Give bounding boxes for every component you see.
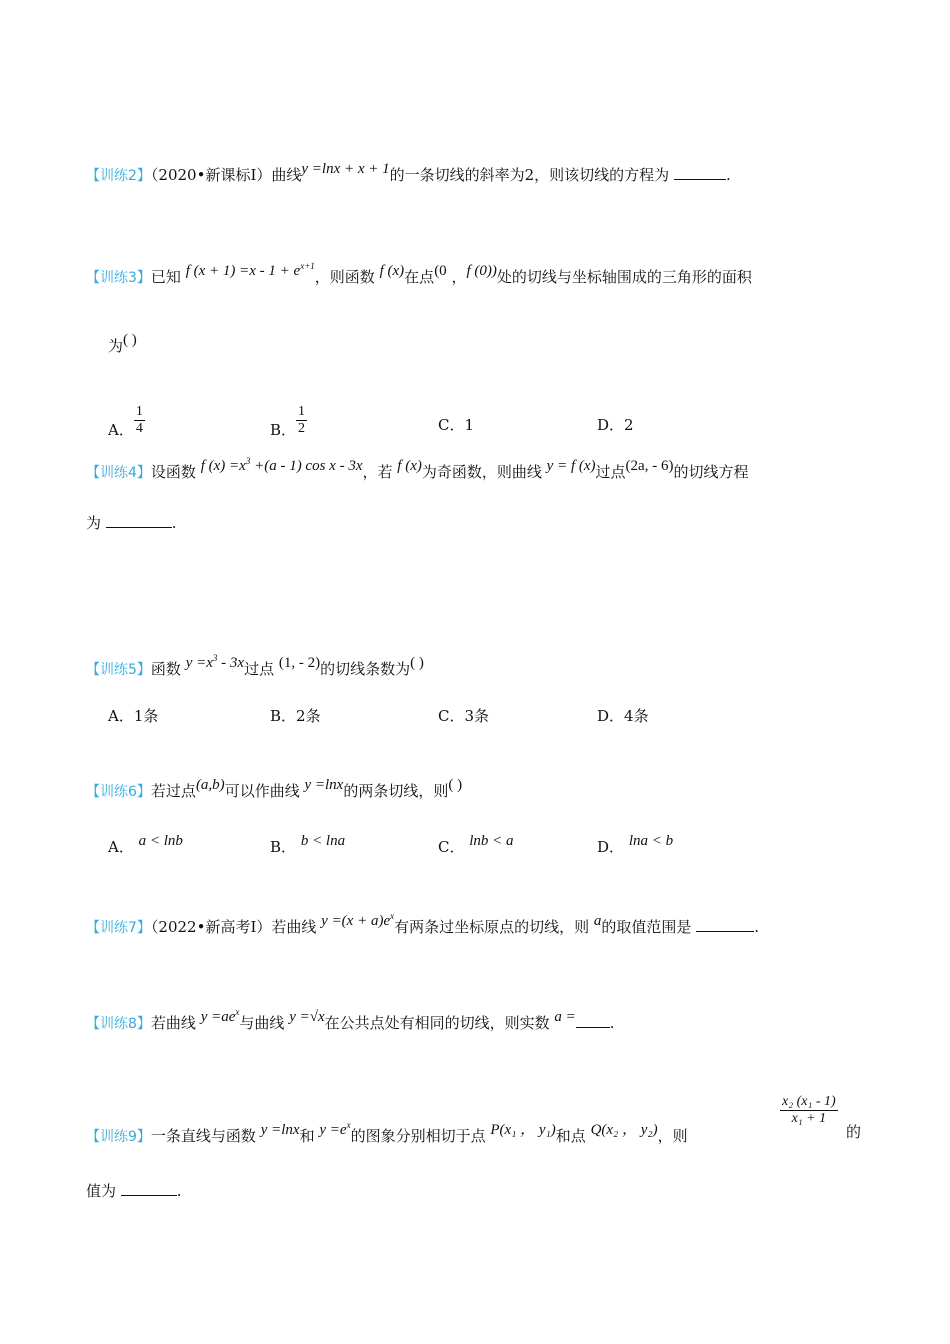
question-8: 【训练8】若曲线 $y =ae^x$与曲线 y =√x在公共点处有相同的切线，则实数 a = . xyxy=(86,1007,615,1032)
math: P(x₁ ， y₁) xyxy=(490,1122,556,1138)
math: $y =ae^x$ xyxy=(200,1007,240,1025)
math: Q(x₂ ， y₂) xyxy=(590,1122,658,1138)
math: (2a, - 6) xyxy=(625,458,674,474)
math: a xyxy=(593,913,602,929)
option-b[interactable]: B． b < lna xyxy=(270,833,346,856)
question-tag: 【训练7】 xyxy=(86,920,151,936)
math: (1, - 2) xyxy=(278,655,321,671)
option-a[interactable]: A．1条 xyxy=(108,707,159,725)
option-d[interactable]: D． lna < b xyxy=(597,833,674,856)
math: f (x) xyxy=(379,263,405,279)
question-2: 【训练2】（2020•新课标Ⅰ）曲线y =lnx + x + 1的一条切线的斜率为2，则该切线的方程为 . xyxy=(86,161,731,184)
choice-paren: ( ) xyxy=(448,777,463,793)
option-d[interactable]: D．2 xyxy=(597,416,634,434)
math: y =lnx + x + 1 xyxy=(301,161,390,177)
answer-blank[interactable] xyxy=(576,1015,610,1028)
math: (a,b) xyxy=(195,777,225,793)
option-b[interactable]: B． $\frac{1}{2}$ xyxy=(270,404,306,439)
question-5: 【训练5】函数 $y =x^3 - 3x$过点 (1, - 2)的切线条数为( ) xyxy=(86,653,424,678)
question-tag: 【训练4】 xyxy=(86,465,151,481)
math: f $(x + 1) =x - 1 + e^{x+1}$ xyxy=(185,261,315,279)
question-tag: 【训练8】 xyxy=(86,1016,151,1032)
question-4-cont: 为 . xyxy=(86,514,177,532)
math: $y =x^3 - 3x$ xyxy=(185,653,245,671)
question-tag: 【训练5】 xyxy=(86,662,151,678)
answer-blank[interactable] xyxy=(696,919,754,932)
choice-paren: ( ) xyxy=(123,332,137,348)
question-tag: 【训练2】 xyxy=(86,168,151,184)
option-c[interactable]: C．1 xyxy=(438,416,475,434)
question-3-cont: 为( ) xyxy=(108,332,137,355)
fraction: $\frac{1}{2}$ xyxy=(298,404,306,436)
option-c[interactable]: C． lnb < a xyxy=(438,833,514,856)
math: $y =(x + a)e^x$ xyxy=(321,911,395,929)
question-tag: 【训练9】 xyxy=(86,1129,151,1145)
math: (0 xyxy=(434,263,447,279)
question-9: 【训练9】一条直线与函数 y =lnx和 $y =e^x$的图象分别相切于点 P(x₁ ， y₁)和点 Q(x₂ ， y₂)，则 xyxy=(86,1120,688,1145)
option-a[interactable]: A． a < lnb xyxy=(108,833,183,856)
question-tag: 【训练3】 xyxy=(86,270,151,286)
math: f $(x) =x^3 +(a - 1)$ cos x - 3x xyxy=(200,456,363,474)
option-b[interactable]: B．2条 xyxy=(270,707,321,725)
math: a = xyxy=(554,1009,576,1025)
question-3: 【训练3】已知 f $(x + 1) =x - 1 + e^{x+1}$，则函数 f (x)在点(0 ，f (0))处的切线与坐标轴围成的三角形的面积 xyxy=(86,261,752,286)
question-6: 【训练6】若过点(a,b)可以作曲线 y =lnx的两条切线，则( ) xyxy=(86,777,463,800)
option-a[interactable]: A． $\frac{1}{4}$ xyxy=(108,404,143,439)
math: f (0)) xyxy=(466,263,497,279)
math: $y =e^x$ xyxy=(319,1120,351,1138)
answer-blank[interactable] xyxy=(674,167,726,180)
fraction: $\frac{\text{x₂ (x₁ - 1)}}{\text{x₁ + 1}}$ xyxy=(782,1094,836,1126)
choice-paren: ( ) xyxy=(410,655,424,671)
option-d[interactable]: D．4条 xyxy=(597,707,649,725)
math: f (x) xyxy=(397,458,422,474)
math: y =√x xyxy=(289,1009,325,1025)
answer-blank[interactable] xyxy=(106,515,172,528)
question-tag: 【训练6】 xyxy=(86,784,151,800)
answer-blank[interactable] xyxy=(121,1183,177,1196)
question-9-cont: 值为 . xyxy=(86,1182,182,1200)
option-c[interactable]: C．3条 xyxy=(438,707,490,725)
question-4: 【训练4】设函数 f $(x) =x^3 +(a - 1)$ cos x - 3x，若 f (x)为奇函数，则曲线 y = f (x)过点(2a, - 6)的切线方程 xyxy=(86,456,749,481)
fraction: $\frac{1}{4}$ xyxy=(135,404,143,436)
question-7: 【训练7】（2022•新高考Ⅰ）若曲线 $y =(x + a)e^x$有两条过坐标原点的切线，则 a的取值范围是 . xyxy=(86,911,759,936)
question-9-de: 的 xyxy=(846,1123,862,1141)
math: y =lnx xyxy=(304,777,344,793)
math: y =lnx xyxy=(260,1122,300,1138)
math: y = f (x) xyxy=(546,458,596,474)
